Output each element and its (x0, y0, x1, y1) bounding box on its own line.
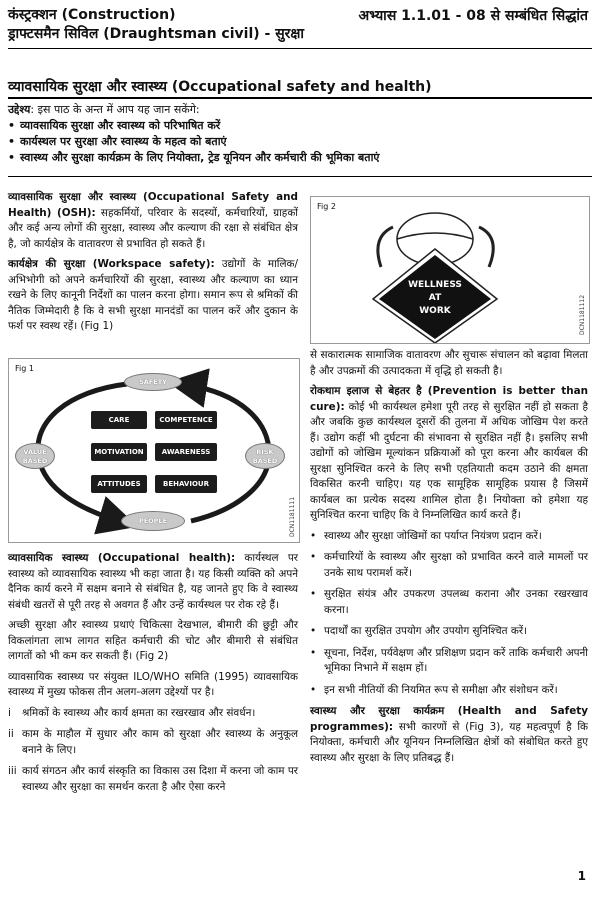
list-item-text: काम के माहौल में सुधार और काम को सुरक्षा और स्वास्थ्य के अनुकूल बनाने के लिए। (22, 728, 298, 756)
objective-item: • व्यावसायिक सुरक्षा और स्वास्थ्य को परिभाषित करें (20, 118, 592, 134)
left-column-top (8, 190, 298, 340)
list-item (310, 550, 588, 581)
figure-2-label: Fig 2 (317, 202, 336, 211)
list-item-text: कार्य संगठन और कार्य संस्कृति का विकास उस दिशा में करना जो काम पर स्वास्थ्य और सुरक्षा का समर्थन करता है और ऐसा करने (22, 765, 298, 793)
objectives (8, 102, 592, 166)
page-title: व्यावसायिक सुरक्षा और स्वास्थ्य (Occupational safety and health) (8, 79, 432, 95)
figure-2-code: DCN1181112 (579, 294, 586, 335)
osh-heading: व्यावसायिक सुरक्षा और स्वास्थ्य (Occupational Safety and Health) (OSH): (8, 191, 298, 219)
sign-line-2: AT (428, 293, 442, 303)
list-item (310, 683, 588, 699)
behaviour-box: BEHAVIOUR (155, 475, 217, 493)
employer-duties-list (310, 529, 588, 699)
osh-text: सहकर्मियों, परिवार के सदस्यों, कर्मचारियों, ग्राहकों और कई अन्य लोगों की सुरक्षा, स्वास्थ्य और कल्याण की रक्षा से संबंधित क्षेत्र है, जो कार्यक्षेत्र के वातावरण से प्रभावित हो सकते हैं। (8, 206, 298, 250)
list-item (310, 587, 588, 618)
programmes-text: सभी कारणों से (Fig 3), यह महत्वपूर्ण है कि नियोक्ता, कर्मचारी और यूनियन निम्नलिखित क्षेत्रों को संबोधित करते हुए स्वास्थ्य और सुरक्षा के लिए प्रतिबद्ध हैं। (310, 720, 588, 764)
continuation-paragraph: से सकारात्मक सामाजिक वातावरण और सुचारू संचालन को बढ़ावा मिलता है और उपक्रमों की उत्पादकता में वृद्धि हो सकती है। (310, 349, 588, 377)
programmes-paragraph (310, 704, 588, 766)
header-left (8, 6, 304, 44)
bullet-icon: • (310, 551, 317, 563)
workspace-safety-heading: कार्यक्षेत्र की सुरक्षा (Workspace safety): (8, 258, 215, 270)
bullet-icon: • (310, 529, 317, 542)
sign-line-3: WORK (419, 306, 451, 316)
page-number: 1 (577, 869, 586, 883)
objectives-intro (8, 102, 592, 118)
list-item (8, 764, 298, 795)
title-rule (8, 97, 592, 99)
list-item (8, 727, 298, 758)
left-arm-icon (378, 227, 393, 267)
objectives-label: उद्देश्य (8, 103, 31, 116)
right-column (310, 348, 588, 771)
list-item-text: इन सभी नीतियों की नियमित रूप से समीक्षा और संशोधन करें। (324, 683, 558, 696)
objectives-intro-text: : इस पाठ के अन्त में आप यह जान सकेंगे: (30, 103, 200, 116)
figure-1-code: DCN1181111 (289, 496, 296, 537)
list-item-text: श्रमिकों के स्वास्थ्य और कार्य क्षमता का रखरखाव और संवर्धन। (22, 706, 256, 719)
list-marker: iii (8, 765, 17, 777)
list-marker: ii (8, 728, 14, 740)
list-item-text: स्वास्थ्य और सुरक्षा जोखिमों का पर्याप्त नियंत्रण प्रदान करें। (324, 529, 542, 542)
figure-1-label: Fig 1 (15, 364, 34, 373)
prevention-heading: रोकथाम इलाज से बेहतर है (Prevention is better than cure): (310, 385, 588, 413)
list-item-text: कर्मचारियों के स्वास्थ्य और सुरक्षा को प्रभावित करने वाले मामलों पर उनके साथ परामर्श करें। (324, 551, 588, 579)
list-marker: i (8, 706, 11, 719)
list-item (310, 624, 588, 640)
safety-ellipse: SAFETY (124, 373, 182, 391)
ilo-who-paragraph: व्यावसायिक स्वास्थ्य पर संयुक्त ILO/WHO समिति (1995) व्यावसायिक स्वास्थ्य में मुख्य फोकस तीन अलग-अलग उद्देश्यों पर है। (8, 670, 298, 698)
header-trade: कंस्ट्रक्शन (Construction) (8, 7, 176, 23)
care-box: CARE (91, 411, 147, 429)
header-exercise-ref: अभ्यास 1.1.01 - 08 से सम्बंधित सिद्धांत (358, 8, 588, 24)
list-item-text: पदार्थों का सुरक्षित उपयोग और उपयोग सुनिश्चित करें। (324, 625, 528, 637)
sign-line-1: WELLNESS (408, 280, 462, 290)
objectives-rule (8, 176, 592, 177)
objective-item: • स्वास्थ्य और सुरक्षा कार्यक्रम के लिए नियोक्ता, ट्रेड यूनियन और कर्मचारी की भूमिका बताएं (20, 150, 592, 166)
left-column-bottom (8, 551, 298, 801)
occupational-health-paragraph (8, 551, 298, 613)
bullet-icon: • (310, 588, 317, 600)
header-rule (8, 48, 592, 49)
list-item (310, 529, 588, 545)
list-item (310, 646, 588, 677)
competence-box: COMPETENCE (155, 411, 217, 429)
list-item-text: सूचना, निर्देश, पर्यवेक्षण और प्रशिक्षण प्रदान करें ताकि कर्मचारी अपनी भूमिका निभाने में सक्षम हों। (324, 646, 588, 674)
people-ellipse: PEOPLE (121, 511, 185, 531)
figure-2 (310, 196, 590, 344)
osh-paragraph (8, 190, 298, 252)
workspace-safety-paragraph (8, 257, 298, 335)
bullet-icon: • (310, 646, 317, 659)
motivation-box: MOTIVATION (91, 443, 147, 461)
list-item (8, 706, 298, 722)
prevention-paragraph (310, 384, 588, 524)
header-subject: ड्राफ्टसमैन सिविल (Draughtsman civil) - सुरक्षा (8, 26, 305, 42)
bullet-icon: • (310, 625, 317, 637)
practices-paragraph: अच्छी सुरक्षा और स्वास्थ्य प्रथाएं चिकित्सा देखभाल, बीमारी की छुट्टी और विकलांगता लाभ लागत सहित कर्मचारी की चोट और बीमारी से संबंधित लागतों को भी कम कर सकती हैं। (Fig 2) (8, 619, 298, 662)
objectives-roman-list (8, 706, 298, 796)
list-item-text: सुरक्षित संयंत्र और उपकरण उपलब्ध कराना और उनका रखरखाव करना। (324, 588, 588, 616)
programmes-heading: स्वास्थ्य और सुरक्षा कार्यक्रम (Health and Safety programmes): (310, 705, 588, 733)
figure-1 (8, 358, 300, 543)
attitudes-box: ATTITUDES (91, 475, 147, 493)
workspace-safety-text: उद्योगों के मालिक/ अभिभोगी को अपने कर्मचारियों की सुरक्षा, स्वास्थ्य और कल्याण का ध्यान रखने के लिए कानूनी निर्देशों का पालन करना होगा। समान रूप से श्रमिकों की नैतिक जिम्मेदारी है कि वे सभी सुरक्षा मानदंडों का पालन करें और दुकान के फर्श पर स्वस्थ रहें। (Fig 1) (8, 258, 298, 332)
objective-item: • कार्यस्थल पर सुरक्षा और स्वास्थ्य के महत्व को बताएं (20, 134, 592, 150)
occupational-health-text: कार्यस्थल पर स्वास्थ्य को व्यावसायिक स्वास्थ्य भी कहा जाता है। यह किसी व्यक्ति को अपने दैनिक कार्य करने में सक्षम बनाने से संबंधित है, यह जानते हुए कि वे स्वास्थ्य संबंधी खतरों से पूरी तरह से अवगत हैं और उन्हें कार्यस्थल पर रोक रहे हैं। (8, 552, 298, 611)
right-arm-icon (479, 227, 493, 267)
prevention-text: कोई भी कार्यस्थल हमेशा पूरी तरह से सुरक्षित नहीं हो सकता है और जबकि कुछ कार्यस्थल दूसरों की तुलना में अधिक जोखिम पेश करते हैं। उद्योग कहीं भी दुर्घटना की संभावना से सुरक्षित नहीं है। इसलिए सभी उद्योगों को जोखिम मूल्यांकन प्रक्रियाओं को पूरा करना और कार्यबल की सुरक्षा सुनिश्चित करने के लिए सभी एहतियाती कदम उठाने की क्षमता विकसित करनी चाहिए। यह एक सामूहिक सामूहिक प्रयास है जिसमें कार्यबल का प्रत्येक सदस्य शामिल होता है। नियोक्ता को हमेशा यह सुनिश्चित करना चाहिए कि वे निम्नलिखित कार्य करते हैं। (310, 400, 588, 521)
occupational-health-heading: व्यावसायिक स्वास्थ्य (Occupational health): (8, 552, 236, 564)
awareness-box: AWARENESS (155, 443, 217, 461)
bullet-icon: • (310, 683, 317, 696)
value-based-ellipse: VALUE BASED (15, 443, 55, 469)
wellness-worker-illustration (311, 197, 589, 343)
risk-based-ellipse: RISK BASED (245, 443, 285, 469)
